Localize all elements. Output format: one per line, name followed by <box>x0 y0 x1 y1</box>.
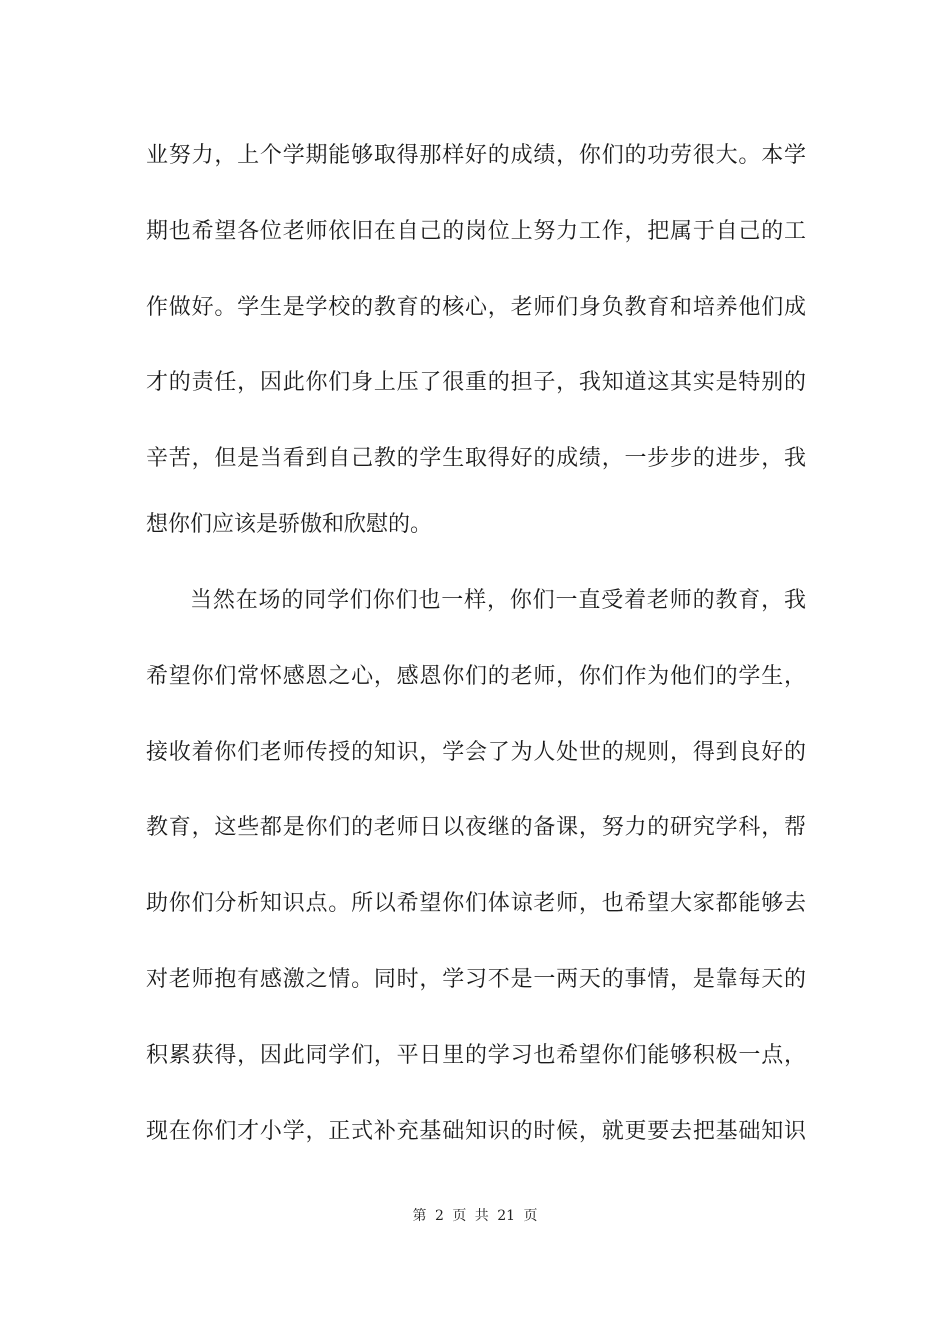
paragraph-first-line: 当然在场的同学们你们也一样，你们一直受着老师的教育，我 <box>190 588 806 613</box>
text-line: 想你们应该是骄傲和欣慰的。 <box>146 512 433 537</box>
total-page-count: 21 <box>497 1208 516 1224</box>
text-line: 希望你们常怀感恩之心，感恩你们的老师，你们作为他们的学生， <box>146 664 806 689</box>
text-line: 期也希望各位老师依旧在自己的岗位上努力工作，把属于自己的工 <box>146 219 806 244</box>
footer-total-suffix: 页 <box>523 1208 538 1224</box>
text-line: 对老师抱有感激之情。同时，学习不是一两天的事情，是靠每天的 <box>146 967 806 992</box>
current-page-number: 2 <box>434 1208 444 1224</box>
text-line: 助你们分析知识点。所以希望你们体谅老师，也希望大家都能够去 <box>146 891 806 916</box>
text-line: 接收着你们老师传授的知识，学会了为人处世的规则，得到良好的 <box>146 740 806 765</box>
text-line: 才的责任，因此你们身上压了很重的担子，我知道这其实是特别的 <box>146 370 806 395</box>
text-line: 作做好。学生是学校的教育的核心，老师们身负教育和培养他们成 <box>146 295 806 320</box>
text-line: 教育，这些都是你们的老师日以夜继的备课，努力的研究学科，帮 <box>146 815 806 840</box>
text-line: 现在你们才小学，正式补充基础知识的时候，就更要去把基础知识 <box>146 1119 806 1144</box>
footer-total-prefix: 共 <box>474 1208 489 1224</box>
text-line: 业努力，上个学期能够取得那样好的成绩，你们的功劳很大。本学 <box>146 143 806 168</box>
footer-page-label: 页 <box>452 1208 467 1224</box>
page-footer <box>0 1206 950 1226</box>
text-line: 积累获得，因此同学们，平日里的学习也希望你们能够积极一点， <box>146 1043 806 1068</box>
footer-prefix: 第 <box>412 1208 427 1224</box>
text-line: 辛苦，但是当看到自己教的学生取得好的成绩，一步步的进步，我 <box>146 446 806 471</box>
